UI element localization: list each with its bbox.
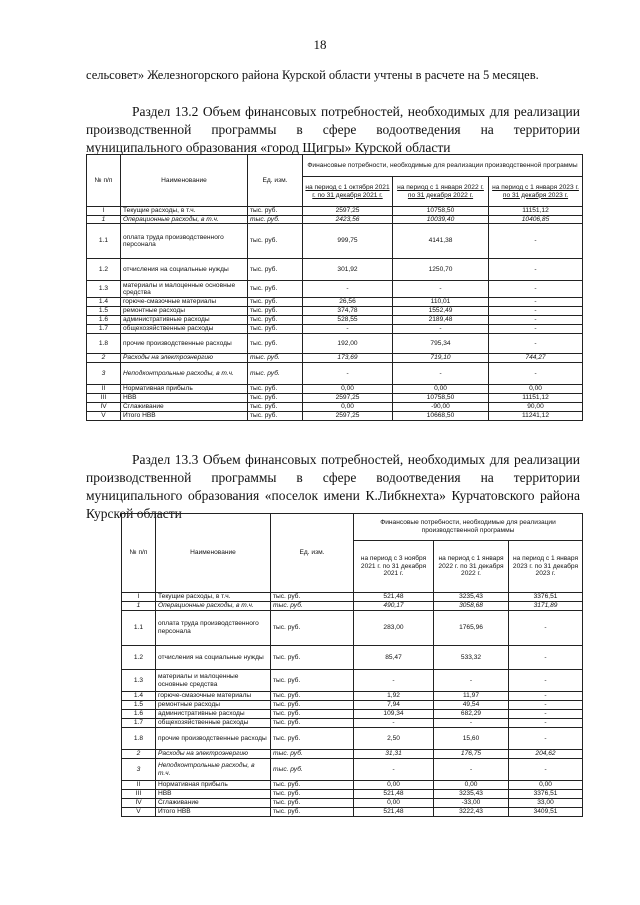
row-num: 1.2	[87, 259, 121, 281]
row-value-period-2: 0,00	[434, 781, 509, 790]
row-value-period-3: 11241,12	[489, 412, 583, 421]
row-num: I	[87, 207, 121, 216]
row-name: Сглаживание	[121, 403, 248, 412]
row-value-period-1: -	[354, 670, 434, 692]
row-value-period-3: 11151,12	[489, 207, 583, 216]
header-group: Финансовые потребности, необходимые для реализации производственной программы	[303, 155, 583, 177]
row-num: 1.8	[122, 728, 156, 750]
row-value-period-1: 0,00	[354, 781, 434, 790]
row-value-period-2: 1765,96	[434, 611, 509, 646]
row-unit: тыс. руб.	[271, 759, 354, 781]
row-unit: тыс. руб.	[271, 701, 354, 710]
header-period-3: на период с 1 января 2023 г. по 31 декабря 2023 г.	[509, 541, 583, 593]
row-num: 1.1	[87, 224, 121, 259]
table-row	[87, 307, 583, 316]
row-value-period-1: 1,92	[354, 692, 434, 701]
row-value-period-1: 7,94	[354, 701, 434, 710]
row-unit: тыс. руб.	[248, 259, 303, 281]
row-value-period-3: 204,62	[509, 750, 583, 759]
row-unit: тыс. руб.	[248, 334, 303, 354]
row-unit: тыс. руб.	[248, 215, 303, 224]
row-name: прочие производственные расходы	[121, 334, 248, 354]
row-value-period-3: -	[509, 670, 583, 692]
row-unit: тыс. руб.	[248, 325, 303, 334]
row-value-period-3: -	[509, 701, 583, 710]
row-unit: тыс. руб.	[248, 207, 303, 216]
row-unit: тыс. руб.	[248, 363, 303, 385]
row-name: отчисления на социальные нужды	[121, 259, 248, 281]
table-row	[122, 611, 583, 646]
row-unit: тыс. руб.	[248, 224, 303, 259]
row-name: Нормативная прибыль	[156, 781, 271, 790]
row-value-period-3: -	[509, 646, 583, 670]
row-unit: тыс. руб.	[248, 394, 303, 403]
row-num: 1.8	[87, 334, 121, 354]
table-row	[122, 790, 583, 799]
table-row	[87, 281, 583, 298]
row-unit: тыс. руб.	[271, 611, 354, 646]
row-value-period-1: 2,50	[354, 728, 434, 750]
row-unit: тыс. руб.	[271, 799, 354, 808]
row-unit: тыс. руб.	[271, 692, 354, 701]
row-num: IV	[122, 799, 156, 808]
row-value-period-2: -	[393, 325, 489, 334]
row-value-period-3: 90,00	[489, 403, 583, 412]
header-period-1: на период с 3 ноября 2021 г. по 31 декабря 2021 г.	[354, 541, 434, 593]
row-name: Операционные расходы, в т.ч.	[156, 602, 271, 611]
row-value-period-3: -	[489, 325, 583, 334]
row-num: 1.1	[122, 611, 156, 646]
table-row	[87, 394, 583, 403]
table-row	[87, 385, 583, 394]
row-value-period-3: -	[489, 224, 583, 259]
row-name: ремонтные расходы	[156, 701, 271, 710]
row-value-period-3: 0,00	[509, 781, 583, 790]
section-13-2-heading	[86, 103, 580, 157]
table-row	[122, 692, 583, 701]
row-value-period-2: -	[434, 759, 509, 781]
row-value-period-3: 10406,85	[489, 215, 583, 224]
row-value-period-2: 1552,49	[393, 307, 489, 316]
row-value-period-2: -	[434, 670, 509, 692]
row-value-period-3: -	[489, 298, 583, 307]
row-num: 1.7	[122, 719, 156, 728]
table-row	[87, 224, 583, 259]
row-name: ремонтные расходы	[121, 307, 248, 316]
row-value-period-3: 3376,51	[509, 593, 583, 602]
row-value-period-3: -	[489, 363, 583, 385]
table-row	[122, 728, 583, 750]
row-unit: тыс. руб.	[248, 316, 303, 325]
table-13-2-body	[87, 207, 583, 421]
row-name: Неподконтрольные расходы, в т.ч.	[121, 363, 248, 385]
row-value-period-2: 110,01	[393, 298, 489, 307]
row-value-period-3: -	[489, 307, 583, 316]
table-row	[87, 403, 583, 412]
table-row	[87, 316, 583, 325]
table-row	[87, 215, 583, 224]
row-num: 2	[122, 750, 156, 759]
row-value-period-2: 176,75	[434, 750, 509, 759]
row-name: оплата труда производственного персонала	[156, 611, 271, 646]
row-unit: тыс. руб.	[248, 281, 303, 298]
table-row	[87, 325, 583, 334]
row-num: V	[122, 808, 156, 817]
row-value-period-1: 2423,56	[303, 215, 393, 224]
table-row	[87, 207, 583, 216]
row-value-period-2: 0,00	[393, 385, 489, 394]
row-unit: тыс. руб.	[271, 808, 354, 817]
row-value-period-1: 85,47	[354, 646, 434, 670]
table-row	[122, 646, 583, 670]
header-period-1: на период с 1 октября 2021 г. по 31 декабря 2021 г.	[303, 177, 393, 207]
intro-line: сельсовет» Железногорского района Курской области учтены в расчете на 5 месяцев.	[86, 68, 539, 82]
row-value-period-2: 10758,50	[393, 207, 489, 216]
table-row	[87, 259, 583, 281]
row-value-period-2: -	[434, 719, 509, 728]
row-unit: тыс. руб.	[248, 412, 303, 421]
row-num: III	[122, 790, 156, 799]
row-name: общехозяйственные расходы	[121, 325, 248, 334]
row-value-period-3: 3409,51	[509, 808, 583, 817]
row-value-period-1: 283,00	[354, 611, 434, 646]
row-name: Расходы на электроэнергию	[156, 750, 271, 759]
row-value-period-2: 3235,43	[434, 593, 509, 602]
row-name: Операционные расходы, в т.ч.	[121, 215, 248, 224]
row-value-period-2: 3222,43	[434, 808, 509, 817]
row-unit: тыс. руб.	[271, 646, 354, 670]
header-period-2: на период с 1 января 2022 г. по 31 декабря 2022 г.	[434, 541, 509, 593]
row-value-period-2: 2189,48	[393, 316, 489, 325]
row-num: 1.6	[122, 710, 156, 719]
row-unit: тыс. руб.	[248, 307, 303, 316]
row-num: 1.3	[122, 670, 156, 692]
row-num: III	[87, 394, 121, 403]
row-num: 1.5	[87, 307, 121, 316]
row-name: административные расходы	[121, 316, 248, 325]
row-value-period-2: 3058,68	[434, 602, 509, 611]
row-value-period-3: -	[489, 334, 583, 354]
row-value-period-2: 49,54	[434, 701, 509, 710]
header-period-3: на период с 1 января 2023 г. по 31 декабря 2023 г.	[489, 177, 583, 207]
header-unit: Ед. изм.	[248, 155, 303, 207]
row-unit: тыс. руб.	[248, 403, 303, 412]
row-name: Расходы на электроэнергию	[121, 354, 248, 363]
row-value-period-1: 999,75	[303, 224, 393, 259]
row-value-period-2: 10758,50	[393, 394, 489, 403]
table-row	[122, 701, 583, 710]
row-value-period-1: 374,78	[303, 307, 393, 316]
header-group: Финансовые потребности, необходимые для реализации производственной программы	[354, 514, 583, 541]
row-value-period-3: 0,00	[489, 385, 583, 394]
row-value-period-3: 11151,12	[489, 394, 583, 403]
row-num: 1.4	[122, 692, 156, 701]
table-row	[122, 719, 583, 728]
row-value-period-1: 521,48	[354, 790, 434, 799]
row-num: II	[87, 385, 121, 394]
row-unit: тыс. руб.	[248, 354, 303, 363]
row-value-period-3: 33,00	[509, 799, 583, 808]
table-row	[122, 602, 583, 611]
row-name: горюче-смазочные материалы	[121, 298, 248, 307]
row-unit: тыс. руб.	[271, 670, 354, 692]
header-name: Наименование	[156, 514, 271, 593]
table-row	[87, 412, 583, 421]
row-value-period-1: -	[354, 719, 434, 728]
row-name: Сглаживание	[156, 799, 271, 808]
row-name: административные расходы	[156, 710, 271, 719]
row-num: I	[122, 593, 156, 602]
row-value-period-1: -	[303, 281, 393, 298]
row-value-period-1: -	[303, 363, 393, 385]
row-value-period-1: 490,17	[354, 602, 434, 611]
header-num: № п/п	[122, 514, 156, 593]
row-value-period-1: 528,55	[303, 316, 393, 325]
row-unit: тыс. руб.	[271, 781, 354, 790]
table-row	[122, 759, 583, 781]
row-name: Итого НВВ	[156, 808, 271, 817]
row-unit: тыс. руб.	[271, 728, 354, 750]
row-value-period-1: 26,56	[303, 298, 393, 307]
row-value-period-2: 11,97	[434, 692, 509, 701]
row-num: 2	[87, 354, 121, 363]
row-value-period-2: -33,00	[434, 799, 509, 808]
header-num: № п/п	[87, 155, 121, 207]
section-13-3-heading-text: Раздел 13.3 Объем финансовых потребностей, необходимых для реализации производственной программы в сфере водоотведения на территории муниципального образования «поселок имени К.Либкнехта» Курчатовского района Курской области	[86, 452, 580, 521]
header-name: Наименование	[121, 155, 248, 207]
row-value-period-2: -	[393, 281, 489, 298]
row-num: 1.7	[87, 325, 121, 334]
row-value-period-1: 173,69	[303, 354, 393, 363]
table-row	[122, 670, 583, 692]
row-name: горюче-смазочные материалы	[156, 692, 271, 701]
row-num: V	[87, 412, 121, 421]
row-value-period-2: 4141,38	[393, 224, 489, 259]
row-num: 3	[87, 363, 121, 385]
row-value-period-1: 31,31	[354, 750, 434, 759]
row-name: Неподконтрольные расходы, в т.ч.	[156, 759, 271, 781]
row-value-period-1: 521,48	[354, 593, 434, 602]
row-num: 1.5	[122, 701, 156, 710]
row-value-period-2: 3235,43	[434, 790, 509, 799]
row-value-period-2: 533,32	[434, 646, 509, 670]
row-name: материалы и малоценные основные средства	[121, 281, 248, 298]
row-value-period-3: -	[509, 728, 583, 750]
row-name: Итого НВВ	[121, 412, 248, 421]
row-value-period-1: 109,34	[354, 710, 434, 719]
row-value-period-1: 0,00	[303, 403, 393, 412]
table-row	[122, 750, 583, 759]
row-unit: тыс. руб.	[271, 593, 354, 602]
row-name: материалы и малоценные основные средства	[156, 670, 271, 692]
row-name: Текущие расходы, в т.ч.	[121, 207, 248, 216]
row-value-period-1: 301,92	[303, 259, 393, 281]
header-unit: Ед. изм.	[271, 514, 354, 593]
table-row	[122, 710, 583, 719]
finance-table-13-2	[86, 154, 583, 421]
row-value-period-2: -	[393, 363, 489, 385]
row-unit: тыс. руб.	[271, 719, 354, 728]
row-value-period-3: 3171,89	[509, 602, 583, 611]
row-value-period-1: -	[354, 759, 434, 781]
row-value-period-3: -	[509, 692, 583, 701]
row-value-period-1: 521,48	[354, 808, 434, 817]
table-row	[122, 781, 583, 790]
row-value-period-1: 2597,25	[303, 412, 393, 421]
row-value-period-3: -	[509, 611, 583, 646]
row-value-period-2: 10039,40	[393, 215, 489, 224]
table-row	[87, 334, 583, 354]
row-value-period-2: 1250,70	[393, 259, 489, 281]
row-name: НВВ	[156, 790, 271, 799]
row-value-period-2: 10668,50	[393, 412, 489, 421]
row-value-period-3: -	[489, 281, 583, 298]
row-value-period-3: -	[509, 719, 583, 728]
row-value-period-2: 15,60	[434, 728, 509, 750]
row-value-period-1: 192,00	[303, 334, 393, 354]
row-value-period-2: 682,29	[434, 710, 509, 719]
row-num: 1.3	[87, 281, 121, 298]
row-value-period-2: 719,10	[393, 354, 489, 363]
row-unit: тыс. руб.	[271, 710, 354, 719]
table-row	[122, 593, 583, 602]
row-name: прочие производственные расходы	[156, 728, 271, 750]
row-unit: тыс. руб.	[271, 790, 354, 799]
row-num: 1	[122, 602, 156, 611]
row-value-period-3: 3376,51	[509, 790, 583, 799]
row-value-period-2: 795,34	[393, 334, 489, 354]
table-row	[122, 799, 583, 808]
row-value-period-3: 744,27	[489, 354, 583, 363]
row-name: общехозяйственные расходы	[156, 719, 271, 728]
row-value-period-3: -	[509, 710, 583, 719]
row-num: IV	[87, 403, 121, 412]
row-name: НВВ	[121, 394, 248, 403]
row-value-period-3: -	[489, 259, 583, 281]
row-num: II	[122, 781, 156, 790]
row-num: 3	[122, 759, 156, 781]
row-num: 1.2	[122, 646, 156, 670]
table-row	[87, 298, 583, 307]
table-row	[87, 354, 583, 363]
table-row	[87, 363, 583, 385]
row-value-period-1: 0,00	[303, 385, 393, 394]
row-name: отчисления на социальные нужды	[156, 646, 271, 670]
section-13-2-heading-text: Раздел 13.2 Объем финансовых потребностей, необходимых для реализации производственной программы в сфере водоотведения на территории муниципального образования «город Щигры» Курской области	[86, 104, 580, 155]
row-unit: тыс. руб.	[248, 385, 303, 394]
row-value-period-1: 2597,25	[303, 394, 393, 403]
row-value-period-1: -	[303, 325, 393, 334]
header-period-2: на период с 1 января 2022 г. по 31 декабря 2022 г.	[393, 177, 489, 207]
row-name: оплата труда производственного персонала	[121, 224, 248, 259]
row-name: Текущие расходы, в т.ч.	[156, 593, 271, 602]
row-unit: тыс. руб.	[271, 602, 354, 611]
page-number: 18	[313, 37, 327, 52]
row-num: 1.4	[87, 298, 121, 307]
table-row	[122, 808, 583, 817]
finance-table-13-3	[121, 513, 583, 817]
row-unit: тыс. руб.	[271, 750, 354, 759]
row-unit: тыс. руб.	[248, 298, 303, 307]
row-value-period-1: 0,00	[354, 799, 434, 808]
row-value-period-1: 2597,25	[303, 207, 393, 216]
table-13-3-body	[122, 593, 583, 817]
row-value-period-3: -	[509, 759, 583, 781]
row-value-period-2: -90,00	[393, 403, 489, 412]
row-value-period-3: -	[489, 316, 583, 325]
row-num: 1	[87, 215, 121, 224]
row-name: Нормативная прибыль	[121, 385, 248, 394]
row-num: 1.6	[87, 316, 121, 325]
